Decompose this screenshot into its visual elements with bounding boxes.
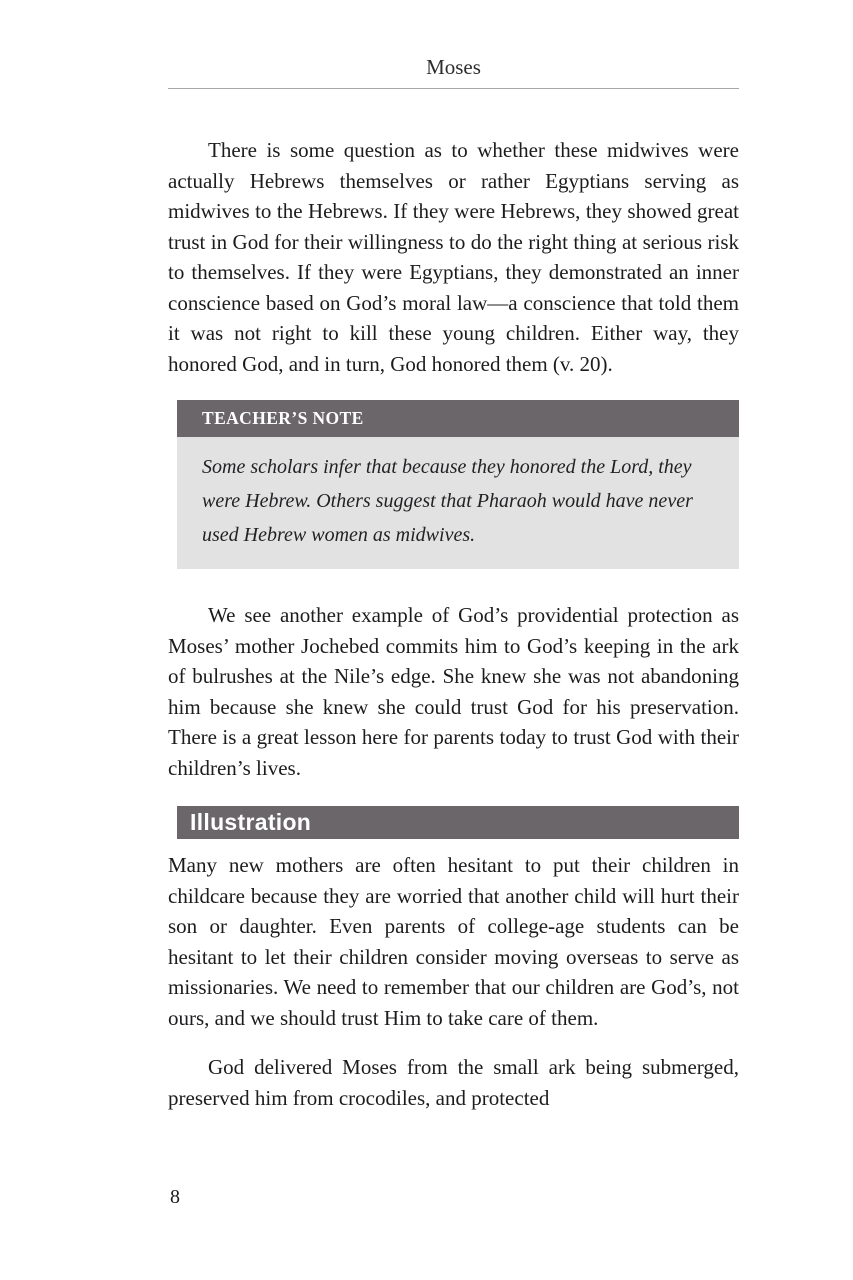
paragraph-illustration: Many new mothers are often hesitant to put their children in childcare because they are worried that another child will hurt their son or daughter. Even parents of college-age students can be hesitant to let their children consider moving overseas to serve as missionaries. We need to remember that our children are God’s, not ours, and we should trust Him to take care of them.	[168, 853, 739, 1030]
running-header: Moses	[426, 55, 481, 79]
paragraph-midwives: There is some question as to whether these midwives were actually Hebrews themselves or rather Egyptians serving as midwives to the Hebrews. If they were Hebrews, they showed great trust in God for their willingness to do the right thing at serious risk to themselves. If they were Egyptians, they demonstrated an inner conscience based on God’s moral law—a conscience that told them it was not right to kill these young children. Either way, they honored God, and in turn, God honored them (v. 20).	[168, 138, 739, 376]
teachers-note-heading: TEACHER’S NOTE	[177, 400, 739, 437]
paragraph-god-delivered: God delivered Moses from the small ark being submerged, preserved him from crocodiles, and protected	[168, 1055, 739, 1110]
teachers-note-box	[177, 400, 739, 569]
text-column	[168, 0, 739, 1113]
paragraph-providential-protection: We see another example of God’s providential protection as Moses’ mother Jochebed commits him to God’s keeping in the ark of bulrushes at the Nile’s edge. She knew she was not abandoning him because she knew she could trust God for his preservation. There is a great lesson here for parents today to trust God with their children’s lives.	[168, 603, 739, 780]
teachers-note-text: Some scholars infer that because they honored the Lord, they were Hebrew. Others suggest that Pharaoh would have never used Hebrew women as midwives.	[202, 456, 693, 546]
header-rule	[168, 88, 739, 89]
illustration-section-heading: Illustration	[177, 806, 739, 839]
page-number: 8	[170, 1186, 180, 1208]
